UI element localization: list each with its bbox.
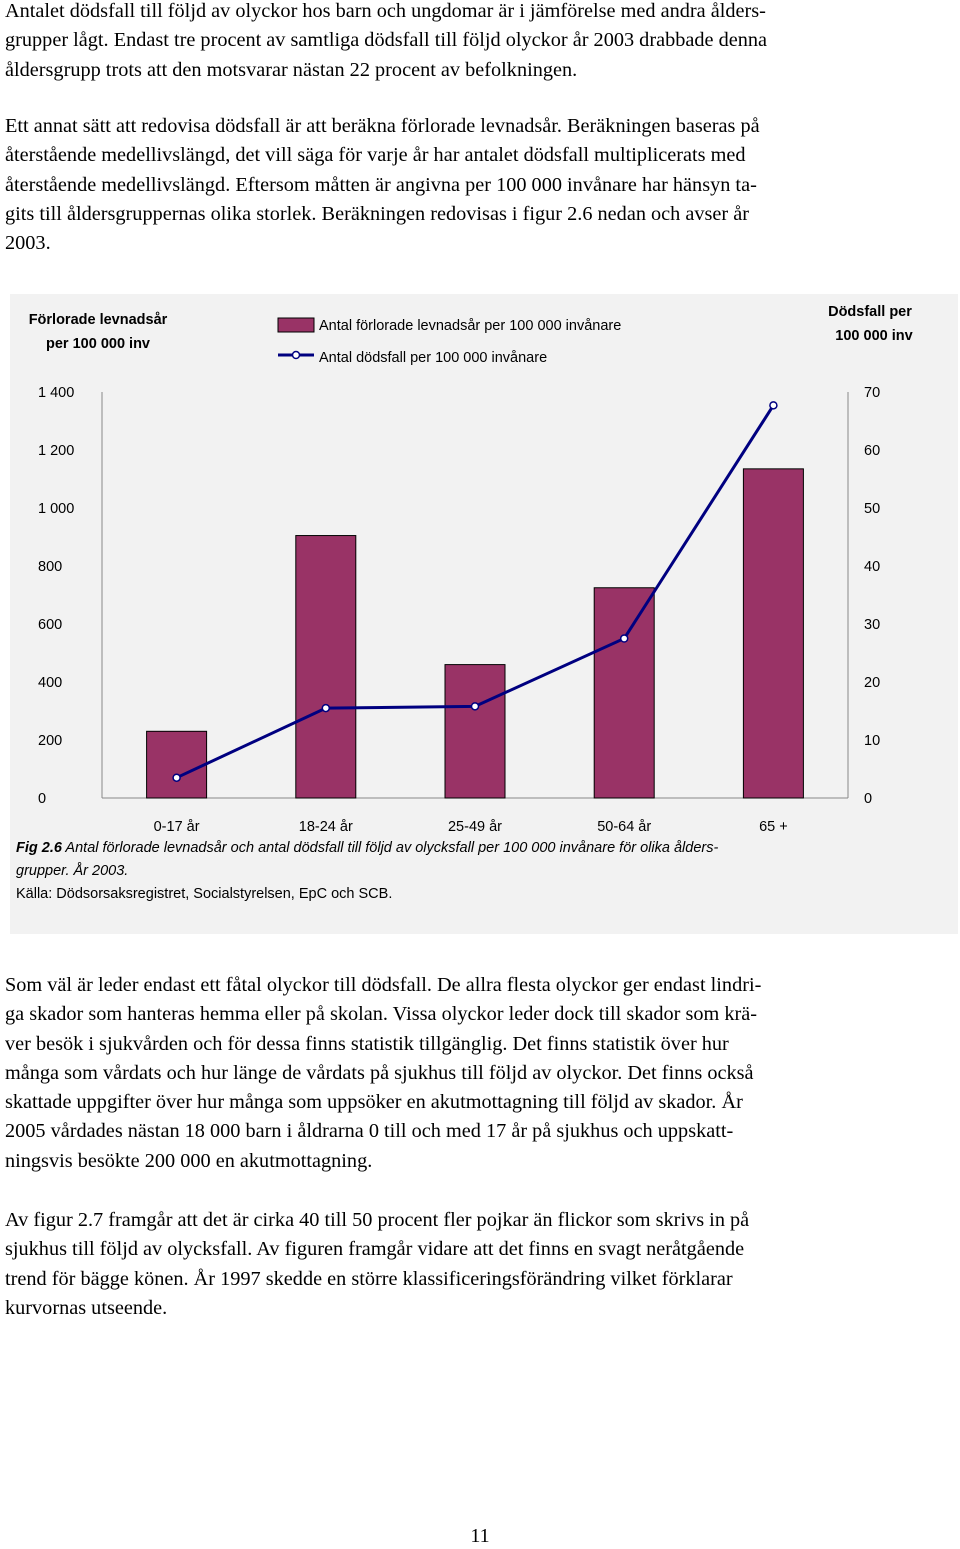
text-line: återstående medellivslängd. Eftersom måtten är angivna per 100 000 invånare har hänsyn ta-	[5, 173, 757, 196]
text-line: ga skador som hanteras hemma eller på skolan. Vissa olyckor leder dock till skador som krä-	[5, 1003, 757, 1026]
text-line: ver besök i sjukvården och för dessa finns statistik tillgänglig. Det finns statistik över hur	[5, 1032, 729, 1055]
line-point	[621, 635, 628, 642]
right-tick-label: 10	[864, 733, 881, 749]
right-axis-title: 100 000 inv	[835, 328, 913, 344]
left-tick-label: 1 000	[38, 501, 75, 517]
line-point	[472, 703, 479, 710]
left-tick-label: 400	[38, 675, 63, 691]
right-tick-label: 60	[864, 443, 881, 459]
text-line: gits till åldersgruppernas olika storlek. Beräkningen redovisas i figur 2.6 nedan och avser år	[5, 202, 749, 225]
right-tick-label: 0	[864, 791, 873, 807]
text-line: skattade uppgifter över hur många som uppsöker en akutmottagning till följd av skador. År	[5, 1091, 743, 1114]
figure-caption-line2: grupper. År 2003.	[16, 863, 129, 879]
category-label: 65 +	[759, 819, 788, 834]
bar	[296, 536, 356, 798]
category-label: 25-49 år	[447, 819, 503, 834]
body-paragraph	[5, 1206, 955, 1323]
figure-caption	[16, 840, 718, 856]
text-line: trend för bägge könen. År 1997 skedde en större klassificeringsförändring vilket förklarar	[5, 1267, 733, 1290]
text-line: Antalet dödsfall till följd av olyckor hos barn och ungdomar är i jämförelse med andra ålders-	[5, 0, 766, 22]
text-line: många som vårdats och hur länge de vårdats på sjukhus till följd av olyckor. Det finns också	[5, 1061, 754, 1084]
left-tick-label: 800	[38, 559, 63, 575]
legend-line-label: Antal dödsfall per 100 000 invånare	[319, 350, 548, 366]
intro-paragraph	[5, 0, 955, 85]
right-tick-label: 20	[864, 675, 881, 691]
bar	[594, 588, 654, 798]
text-line: Av figur 2.7 framgår att det är cirka 40 till 50 procent fler pojkar än flickor som skrivs in på	[5, 1209, 750, 1231]
right-tick-label: 70	[864, 385, 881, 401]
category-label: 18-24 år	[298, 819, 353, 834]
left-axis-title: Förlorade levnadsår	[28, 312, 168, 328]
text-line: kurvornas utseende.	[5, 1296, 168, 1319]
method-paragraph	[5, 112, 955, 258]
text-line: Som väl är leder endast ett fåtal olyckor till dödsfall. De allra flesta olyckor ger endast lindri-	[5, 974, 762, 996]
line-point	[322, 705, 329, 712]
text-line: återstående medellivslängd, det vill säga för varje år har antalet dödsfall multiplicerats med	[5, 144, 746, 167]
left-axis-title: per 100 000 inv	[46, 336, 150, 352]
left-tick-label: 0	[38, 791, 47, 807]
page-number: 11	[470, 1525, 490, 1547]
left-tick-label: 200	[38, 733, 63, 749]
left-tick-label: 600	[38, 617, 63, 633]
line-point	[173, 774, 180, 781]
line-point	[770, 402, 777, 409]
text-line: grupper lågt. Endast tre procent av samtliga dödsfall till följd olyckor år 2003 drabbade denna	[5, 29, 768, 52]
legend-bar-label: Antal förlorade levnadsår per 100 000 invånare	[319, 318, 622, 334]
right-axis-title: Dödsfall per	[828, 304, 912, 320]
legend-line-marker	[293, 352, 300, 359]
right-tick-label: 30	[864, 617, 881, 633]
bar	[147, 731, 207, 798]
figure-source: Källa: Dödsorsaksregistret, Socialstyrelsen, EpC och SCB.	[16, 886, 393, 902]
category-label: 50-64 år	[597, 819, 652, 834]
text-line: åldersgrupp trots att den motsvarar nästan 22 procent av befolkningen.	[5, 58, 578, 81]
right-tick-label: 50	[864, 501, 881, 517]
bar	[445, 665, 505, 798]
right-tick-label: 40	[864, 559, 881, 575]
figure-2-6	[10, 294, 958, 934]
text-line: sjukhus till följd av olycksfall. Av figuren framgår vidare att det finns en svagt neråtgående	[5, 1238, 745, 1261]
text-line: 2005 vårdades nästan 18 000 barn i åldrarna 0 till och med 17 år på sjukhus och uppskatt-	[5, 1120, 734, 1143]
text-line: 2003.	[5, 232, 51, 255]
category-label: 0-17 år	[153, 819, 200, 834]
combo-chart	[10, 294, 958, 834]
figure-caption-text: Antal förlorade levnadsår och antal dödsfall till följd av olycksfall per 100 000 invånare för olika ålders-	[61, 840, 719, 856]
body-paragraph	[5, 971, 955, 1176]
legend-bar-swatch	[278, 318, 314, 332]
text-line: Ett annat sätt att redovisa dödsfall är att beräkna förlorade levnadsår. Beräkningen baseras på	[5, 115, 760, 137]
left-tick-label: 1 200	[38, 443, 75, 459]
figure-number: Fig 2.6	[16, 840, 62, 856]
text-line: ningsvis besökte 200 000 en akutmottagning.	[5, 1149, 373, 1172]
bar	[743, 469, 803, 798]
left-tick-label: 1 400	[38, 385, 75, 401]
